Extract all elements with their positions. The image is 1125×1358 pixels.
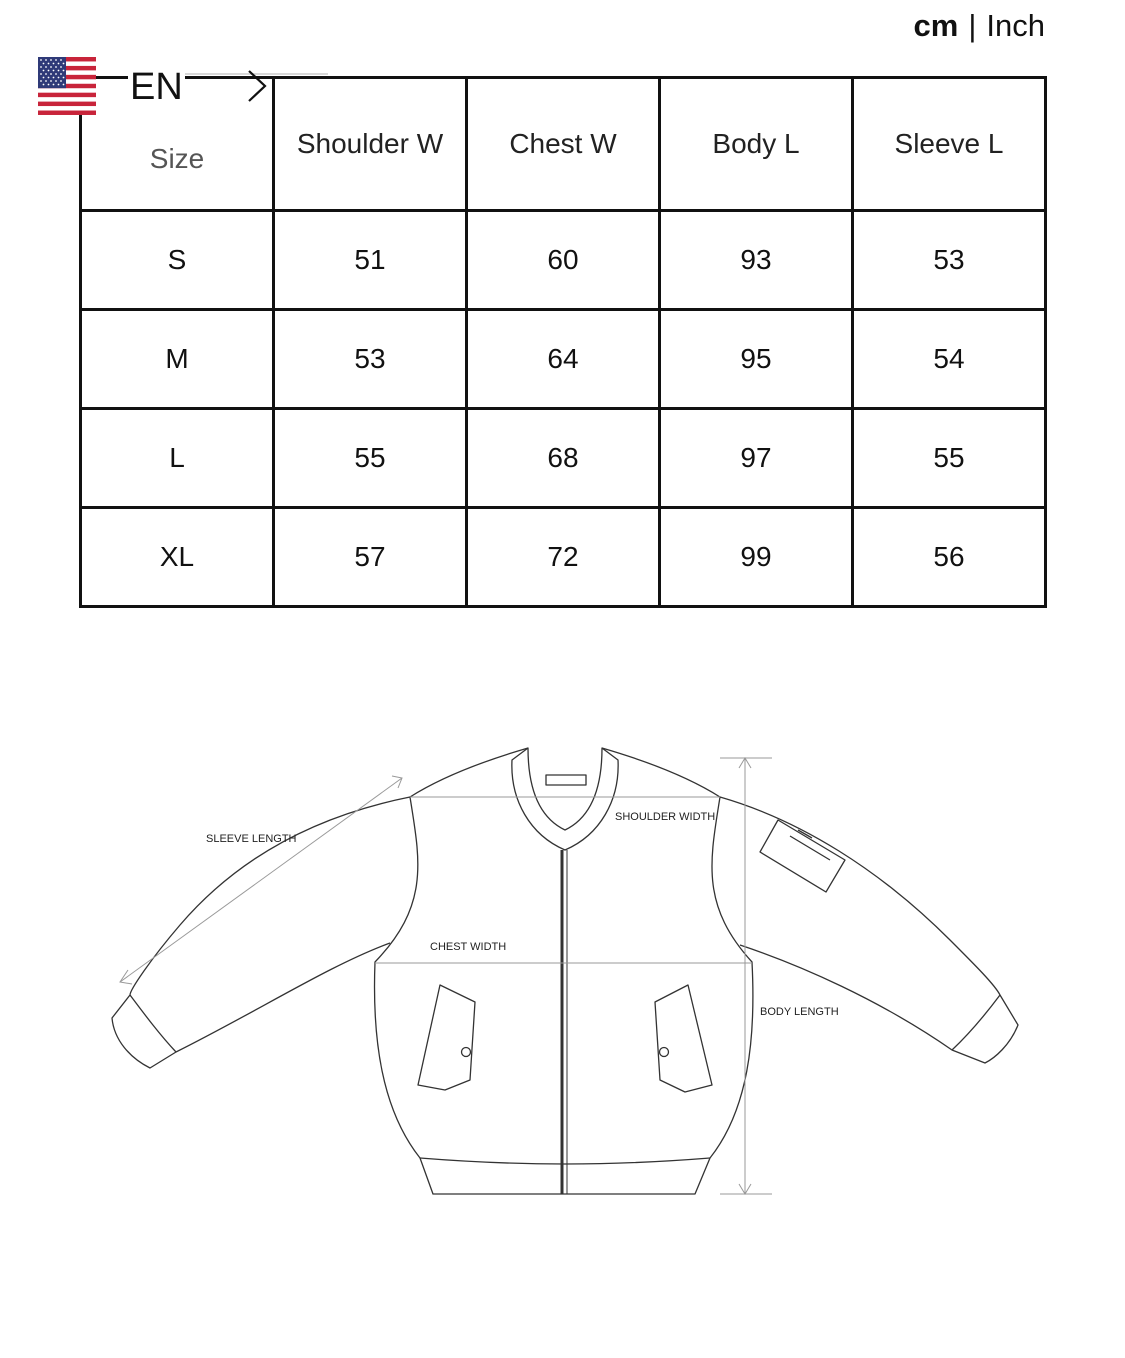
cell-body-length: 95	[660, 310, 853, 409]
cell-sleeve-length: 54	[853, 310, 1046, 409]
collar-tag	[546, 775, 586, 785]
cell-sleeve-length: 56	[853, 508, 1046, 607]
right-sleeve	[720, 797, 1018, 1063]
sleeve-length-label: SLEEVE LENGTH	[206, 833, 297, 845]
unit-separator: |	[968, 8, 977, 43]
chevron-right-icon	[246, 69, 268, 103]
left-cuff-seam	[130, 995, 176, 1052]
size-chart-table	[79, 76, 1047, 608]
jacket-collar	[512, 748, 618, 850]
header-body-length: Body L	[660, 78, 853, 211]
chest-width-label: CHEST WIDTH	[430, 941, 507, 953]
jacket-measurement-diagram	[0, 700, 1125, 1220]
language-selector[interactable]	[38, 57, 278, 117]
cell-size: XL	[81, 508, 274, 607]
header-sleeve-length: Sleeve L	[853, 78, 1046, 211]
hem-band	[420, 1158, 710, 1164]
cell-shoulder-width: 53	[274, 310, 467, 409]
cell-sleeve-length: 55	[853, 409, 1046, 508]
us-flag-icon	[38, 57, 96, 115]
sleeve-length-line	[120, 778, 402, 982]
measurement-lines	[120, 758, 772, 1194]
shoulder-width-label: SHOULDER WIDTH	[615, 811, 716, 823]
cell-size: L	[81, 409, 274, 508]
table-row	[81, 211, 1046, 310]
cell-chest-width: 60	[467, 211, 660, 310]
cell-body-length: 99	[660, 508, 853, 607]
cell-shoulder-width: 55	[274, 409, 467, 508]
unit-toggle	[914, 6, 1045, 46]
unit-cm-option[interactable]: cm	[913, 8, 959, 43]
cell-chest-width: 72	[467, 508, 660, 607]
unit-inch-option[interactable]: Inch	[986, 8, 1045, 43]
left-pocket	[418, 985, 475, 1090]
table-row	[81, 310, 1046, 409]
header-chest-width: Chest W	[467, 78, 660, 211]
cell-shoulder-width: 51	[274, 211, 467, 310]
cell-size: M	[81, 310, 274, 409]
body-length-label: BODY LENGTH	[760, 1006, 839, 1018]
header-size: Size	[81, 78, 274, 211]
header-shoulder-width: Shoulder W	[274, 78, 467, 211]
table-row	[81, 409, 1046, 508]
right-pocket	[655, 985, 712, 1092]
right-cuff-seam	[952, 995, 1000, 1050]
cell-size: S	[81, 211, 274, 310]
cell-shoulder-width: 57	[274, 508, 467, 607]
cell-chest-width: 68	[467, 409, 660, 508]
language-code: EN	[130, 66, 183, 108]
cell-body-length: 93	[660, 211, 853, 310]
cell-chest-width: 64	[467, 310, 660, 409]
table-row	[81, 508, 1046, 607]
cell-sleeve-length: 53	[853, 211, 1046, 310]
jacket-outline	[112, 748, 1018, 1194]
cell-body-length: 97	[660, 409, 853, 508]
